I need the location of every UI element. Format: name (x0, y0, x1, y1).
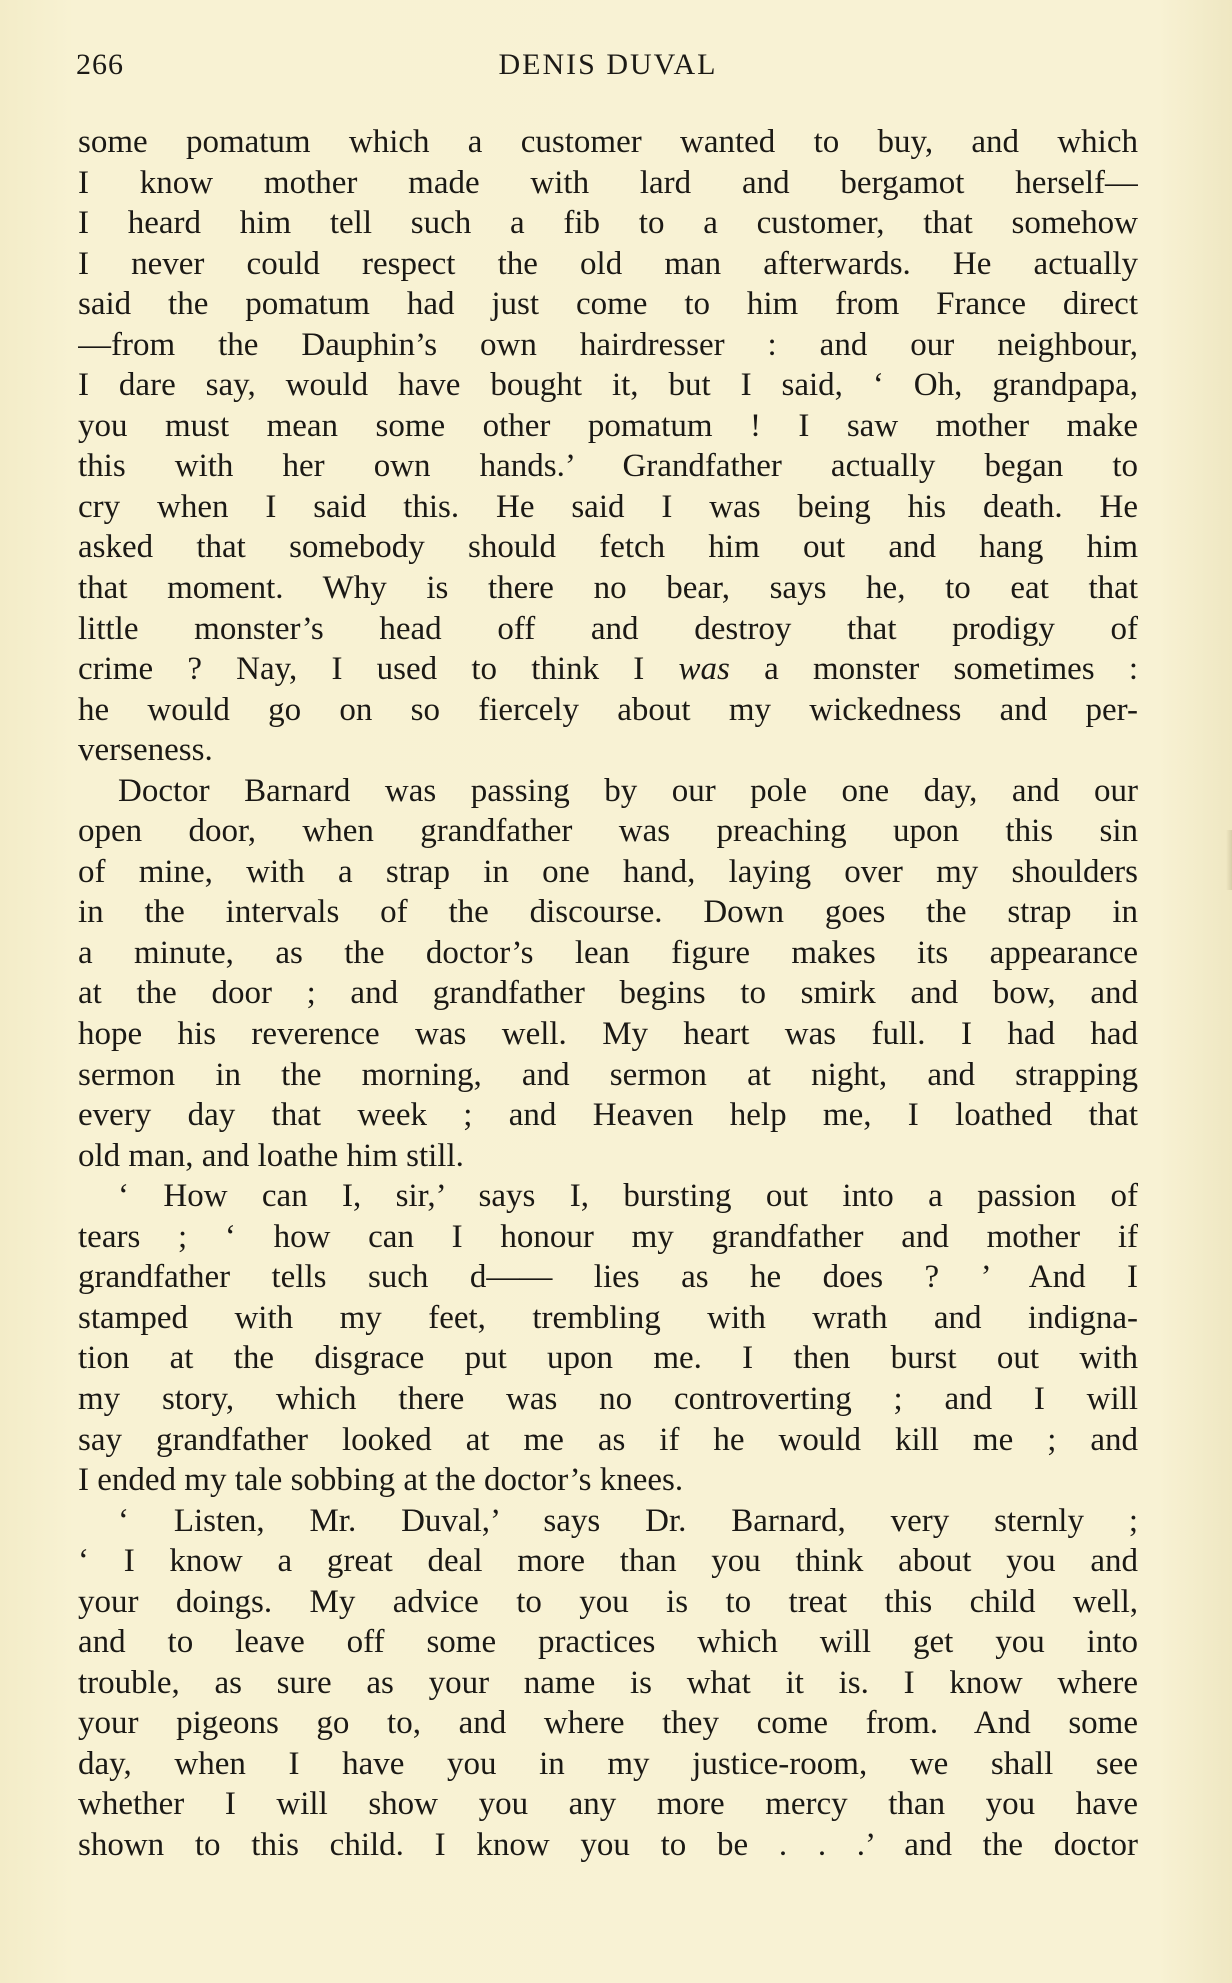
text-line: I dare say, would have bought it, but I said, ‘ Oh, grandpapa, (78, 367, 1138, 404)
text-line: stamped with my feet, trembling with wrath and indigna- (78, 1299, 1138, 1336)
text-line: sermon in the morning, and sermon at night, and strapping (78, 1056, 1138, 1093)
page-edge-shadow (1226, 830, 1232, 890)
text-line: at the door ; and grandfather begins to smirk and bow, and (78, 975, 1138, 1012)
text-line: verseness. (78, 732, 213, 769)
text-line: I never could respect the old man afterwards. He actually (78, 245, 1138, 282)
text-line: Doctor Barnard was passing by our pole one day, and our (118, 772, 1138, 809)
text-line: your pigeons go to, and where they come from. And some (78, 1705, 1138, 1742)
text-line: some pomatum which a customer wanted to buy, and which (78, 124, 1138, 160)
text-line: in the intervals of the discourse. Down goes the strap in (78, 894, 1138, 931)
emphasis-was: was (678, 651, 730, 688)
text-line: said the pomatum had just come to him from France direct (78, 286, 1138, 323)
text-line: this with her own hands.’ Grandfather actually began to (78, 448, 1138, 485)
text-line: —from the Dauphin’s own hairdresser : and our neighbour, (78, 326, 1138, 363)
text-line: ‘ I know a great deal more than you think about you and (78, 1543, 1138, 1580)
text-line: your doings. My advice to you is to treat this child well, (78, 1583, 1138, 1620)
text-line: tears ; ‘ how can I honour my grandfather and mother if (78, 1218, 1138, 1255)
text-line: he would go on so fiercely about my wickedness and per- (78, 691, 1138, 728)
text-line: I ended my tale sobbing at the doctor’s knees. (78, 1462, 684, 1499)
text-line: day, when I have you in my justice-room, we shall see (78, 1745, 1138, 1782)
text-line: ‘ Listen, Mr. Duval,’ says Dr. Barnard, very sternly ; (118, 1502, 1138, 1539)
text-line: old man, and loathe him still. (78, 1137, 464, 1174)
text-line: crime ? Nay, I used to think I was a monster sometimes : (78, 651, 1138, 688)
text-line: hope his reverence was well. My heart was full. I had had (78, 1016, 1138, 1053)
text-line: ‘ How can I, sir,’ says I, bursting out into a passion of (118, 1178, 1138, 1215)
page-number: 266 (76, 48, 124, 81)
text-line: that moment. Why is there no bear, says he, to eat that (78, 570, 1138, 607)
text-line: every day that week ; and Heaven help me, I loathed that (78, 1097, 1138, 1134)
text-line: asked that somebody should fetch him out and hang him (78, 529, 1138, 566)
text-line: shown to this child. I know you to be . . .’ and the doctor (78, 1826, 1138, 1863)
body-text (78, 122, 1138, 1866)
text-line: open door, when grandfather was preaching upon this sin (78, 813, 1138, 850)
text-line: tion at the disgrace put upon me. I then burst out with (78, 1340, 1138, 1377)
text-line: I heard him tell such a fib to a customer, that somehow (78, 205, 1138, 242)
page-header (76, 48, 1140, 88)
text-line: grandfather tells such d—— lies as he does ? ’ And I (78, 1259, 1138, 1296)
text-line: of mine, with a strap in one hand, laying over my shoulders (78, 853, 1138, 890)
text-line: trouble, as sure as your name is what it is. I know where (78, 1664, 1138, 1701)
text-line: you must mean some other pomatum ! I saw mother make (78, 407, 1138, 444)
text-line: say grandfather looked at me as if he would kill me ; and (78, 1421, 1138, 1458)
text-line: cry when I said this. He said I was being his death. He (78, 488, 1138, 525)
text-line: whether I will show you any more mercy than you have (78, 1786, 1138, 1823)
text-line: a minute, as the doctor’s lean figure makes its appearance (78, 934, 1138, 971)
text-line: my story, which there was no controverting ; and I will (78, 1380, 1138, 1417)
text-line: I know mother made with lard and bergamot herself— (78, 164, 1138, 201)
text-line: little monster’s head off and destroy that prodigy of (78, 610, 1138, 647)
text-line: and to leave off some practices which will get you into (78, 1624, 1138, 1661)
running-head: DENIS DUVAL (498, 48, 718, 81)
